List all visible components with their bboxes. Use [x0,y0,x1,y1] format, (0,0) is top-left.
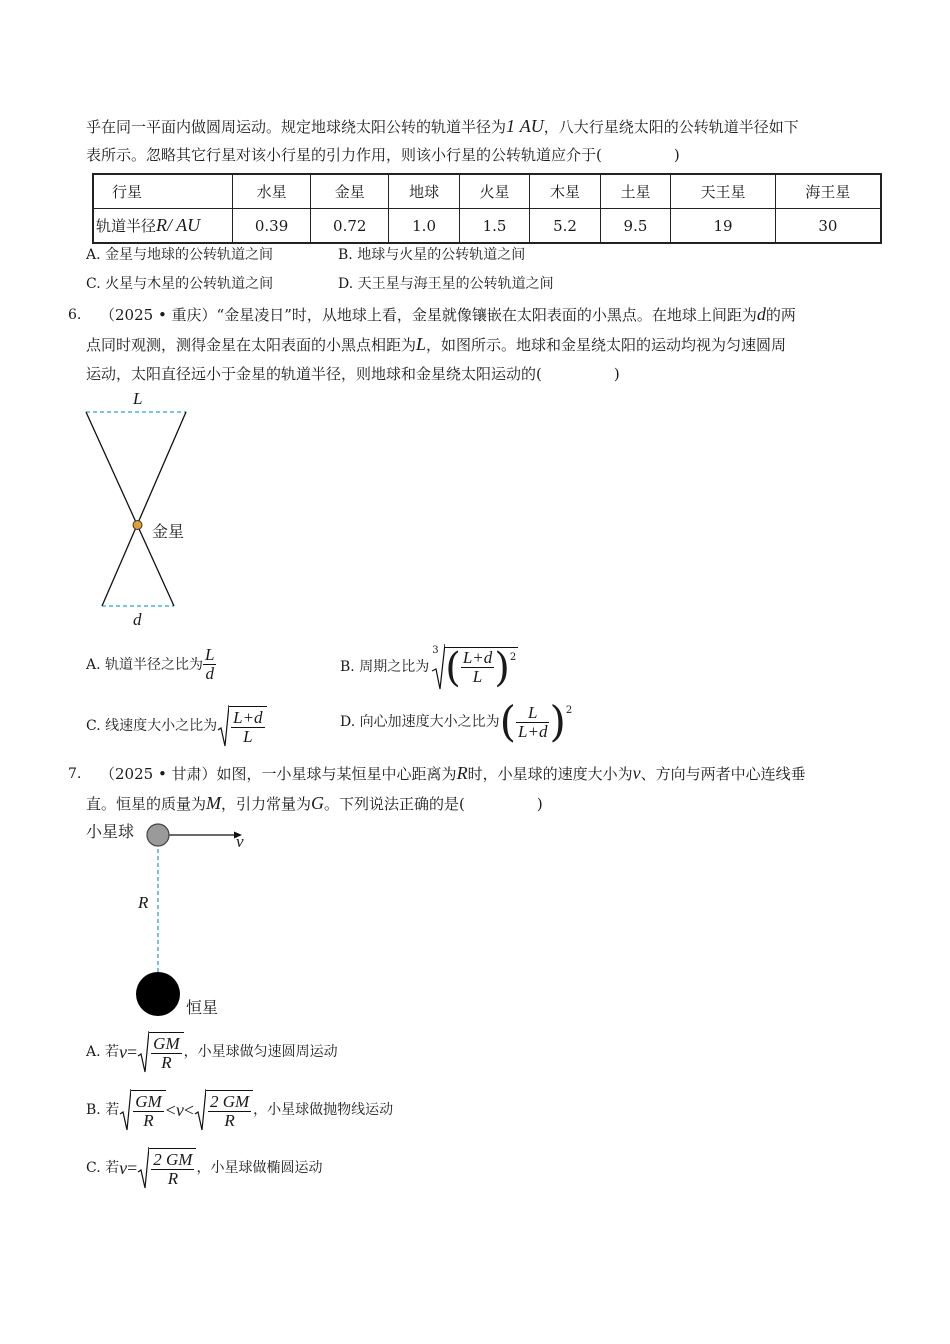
q6-line2a: 点同时观测，测得金星在太阳表面的小黑点相距为 [86,336,417,354]
label-d: d [133,610,142,629]
var-v: v [175,1100,184,1120]
q6-line3-close: ) [613,365,620,383]
radius-header-unit: R/ AU [156,215,201,235]
q5-line1-text: 乎在同一平面内做圆周运动。规定地球绕太阳公转的轨道半径为 [86,118,507,136]
frac-num: L [516,704,549,723]
squared-fraction [499,697,573,746]
venus-icon [133,521,142,530]
table-row-planets [93,174,881,209]
sqrt-GM-over-R [119,1088,165,1132]
fraction-L-over-Lpd [516,704,549,741]
venus-transit-figure [70,385,230,635]
frac-den: R [143,1111,154,1130]
q5-unit-num: 1 [506,116,516,136]
q6-option-c[interactable] [86,704,267,748]
label-v: v [236,832,244,851]
q7-line1c: 、方向与两者中心连线垂 [640,765,806,783]
q5-line2 [86,145,680,165]
less-than-sign: < [165,1100,176,1120]
q7-line1b: 时，小星球的速度大小为 [467,765,633,783]
table-cell-planet: 地球 [389,174,459,209]
q7-option-a[interactable] [86,1030,338,1074]
star-icon [136,972,180,1016]
exponent: 2 [565,705,573,716]
table-cell-radius: 0.72 [311,209,389,244]
frac-num: GM [153,1034,180,1053]
cube-root-expression [431,643,518,691]
q6-line1 [100,304,796,325]
frac-den: L+d [518,721,548,741]
q7-line1 [100,763,806,784]
fraction-2GM-over-R [208,1093,251,1130]
table-cell-radius: 1.0 [389,209,459,244]
table-cell-planet: 水星 [233,174,311,209]
table-cell-planet: 海王星 [775,174,881,209]
q7-option-b[interactable] [86,1088,393,1132]
q7-option-a-post: ，小星球做匀速圆周运动 [183,1044,338,1060]
table-header-planet: 行星 [93,174,233,209]
q7-option-c-pre: C. 若 [86,1160,120,1176]
fraction-GM-over-R [133,1093,163,1130]
q7-option-b-pre: B. 若 [86,1102,120,1118]
frac-den: d [205,664,214,683]
paren-right-icon: ) [494,644,510,691]
label-small-planet: 小星球 [86,822,135,841]
fraction-2GM-over-R [151,1151,194,1188]
q7-var-M: M [206,793,222,813]
label-L: L [133,389,143,408]
q7-var-R: R [456,763,468,783]
root-index: 3 [432,645,439,656]
table-cell-planet: 火星 [459,174,529,209]
q7-line1a: （2025 • 甘肃）如图，一小星球与某恒星中心距离为 [100,765,457,783]
table-cell-planet: 木星 [530,174,600,209]
q6-line2 [86,334,786,355]
label-venus: 金星 [152,522,185,541]
frac-num: 2 GM [209,1092,250,1111]
table-row-radii [93,209,881,244]
var-v: v [119,1042,128,1062]
label-star: 恒星 [186,998,219,1017]
q7-option-a-pre: A. 若 [86,1044,120,1060]
table-cell-radius: 5.2 [530,209,600,244]
q6-line1b: 的两 [765,306,796,324]
q5-option-d[interactable]: D. 天王星与海王星的公转轨道之间 [338,276,554,292]
q5-line1-end: ，八大行星绕太阳的公转轨道半径如下 [543,118,799,136]
q6-option-d-label: D. 向心加速度大小之比为 [340,714,500,730]
q6-option-a[interactable] [86,646,216,683]
q6-option-b[interactable] [340,643,518,691]
q7-var-v: v [632,763,641,783]
fraction-Lpd-over-L [461,649,494,686]
q6-line1a: （2025 • 重庆）“金星凌日”时，从地球上看，金星就像镶嵌在太阳表面的小黑点。在地球上间距为 [100,306,757,324]
frac-num: GM [135,1092,162,1111]
frac-num: L+d [462,648,493,667]
frac-den: R [224,1111,235,1130]
radical-sign-icon [119,1088,131,1132]
paren-left-icon: ( [445,644,461,691]
equals-sign: = [127,1158,138,1178]
table-cell-planet: 天王星 [671,174,776,209]
sight-line-right [102,412,186,606]
radical-sign-icon [137,1030,149,1074]
label-R: R [138,893,149,912]
table-cell-planet: 土星 [600,174,670,209]
q6-number: 6. [68,307,82,323]
q6-option-c-label: C. 线速度大小之比为 [86,718,218,734]
small-planet-icon [147,824,169,846]
radical-sign-icon [194,1088,206,1132]
q7-line2a: 直。恒星的质量为 [86,795,207,813]
table-header-radius [93,209,233,244]
frac-den: L [243,727,253,746]
q7-option-c[interactable] [86,1146,322,1190]
q7-var-G: G [311,793,325,813]
frac-den: L [472,667,483,686]
q5-line2-text: 表所示。忽略其它行星对该小行星的引力作用，则该小行星的公转轨道应介于( [86,146,602,164]
q7-line2b: ，引力常量为 [221,795,312,813]
frac-num: L+d [233,708,263,727]
q6-line3 [86,364,620,384]
less-than-sign: < [183,1100,194,1120]
radical-sign-icon [137,1146,149,1190]
frac-den: R [167,1169,179,1188]
q6-var-d: d [756,304,766,324]
var-v: v [119,1158,128,1178]
frac-num: L [205,645,215,664]
q7-line2c: 。下列说法正确的是( [324,795,465,813]
table-cell-radius: 0.39 [233,209,311,244]
paren-left-icon: ( [499,697,517,746]
q7-number: 7. [68,766,82,782]
q6-option-d[interactable] [340,697,573,746]
table-cell-radius: 1.5 [459,209,529,244]
orbit-radius-table [92,173,882,244]
fraction-GM-over-R [151,1035,181,1072]
equals-sign: = [127,1042,138,1062]
q7-option-b-post: ，小星球做抛物线运动 [253,1102,394,1118]
q7-line2-close: ) [536,795,543,813]
table-cell-radius: 19 [671,209,776,244]
q5-unit-name: AU [519,116,544,136]
frac-den: R [161,1053,172,1072]
paren-right-icon: ) [549,697,566,746]
frac-num: 2 GM [153,1150,193,1169]
sqrt-expression [217,704,266,748]
sight-line-left [86,412,174,606]
fraction-L-over-d [203,646,216,683]
q7-option-c-post: ，小星球做椭圆运动 [196,1160,323,1176]
radical-sign-icon [217,704,229,748]
q6-option-a-label: A. 轨道半径之比为 [86,656,204,673]
q6-var-L: L [416,334,427,354]
radius-header-text: 轨道半径 [96,217,157,235]
sqrt-GM-over-R [137,1030,183,1074]
table-cell-planet: 金星 [311,174,389,209]
q7-line2 [86,793,543,814]
q6-line3-text: 运动，太阳直径远小于金星的轨道半径，则地球和金星绕太阳运动的( [86,365,542,383]
q6-option-b-label: B. 周期之比为 [340,659,430,675]
table-cell-radius: 9.5 [600,209,670,244]
fraction-Lpd-over-L [231,709,264,746]
exponent: 2 [509,651,517,663]
q5-option-b[interactable]: B. 地球与火星的公转轨道之间 [338,247,526,263]
sqrt-2GM-over-R [137,1146,196,1190]
sqrt-2GM-over-R [194,1088,253,1132]
q6-line2b: ，如图所示。地球和金星绕太阳的运动均视为匀速圆周 [426,336,787,354]
q5-line1 [86,116,799,137]
q5-line2-close: ) [673,146,680,164]
q5-option-a[interactable]: A. 金星与地球的公转轨道之间 [86,247,274,263]
table-cell-radius: 30 [775,209,881,244]
q5-option-c[interactable]: C. 火星与木星的公转轨道之间 [86,276,274,292]
